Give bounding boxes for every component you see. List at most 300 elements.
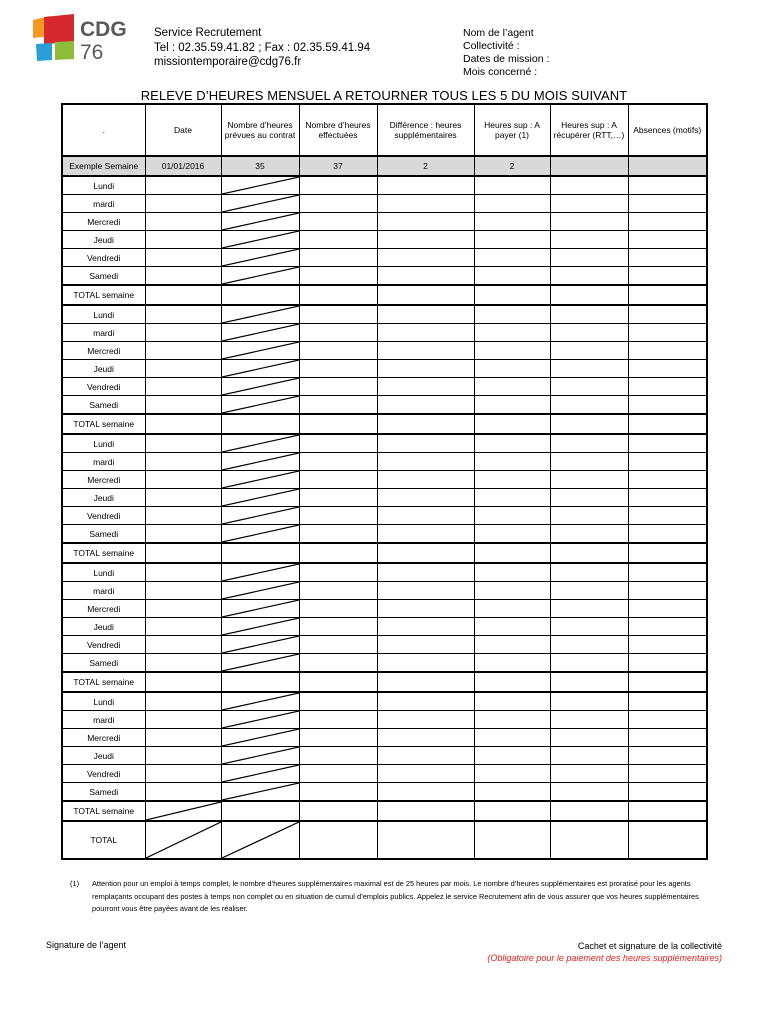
- entry-cell[interactable]: [377, 324, 474, 342]
- planned-hours-cell[interactable]: [221, 231, 299, 249]
- entry-cell[interactable]: [377, 711, 474, 729]
- entry-cell[interactable]: [145, 582, 221, 600]
- total-week-cell[interactable]: [221, 543, 299, 563]
- entry-cell[interactable]: [628, 231, 707, 249]
- entry-cell[interactable]: [299, 765, 377, 783]
- total-week-cell[interactable]: [474, 285, 550, 305]
- entry-cell[interactable]: [474, 249, 550, 267]
- entry-cell[interactable]: [377, 195, 474, 213]
- planned-hours-cell[interactable]: [221, 600, 299, 618]
- entry-cell[interactable]: [474, 342, 550, 360]
- planned-hours-cell[interactable]: [221, 396, 299, 415]
- entry-cell[interactable]: [474, 305, 550, 324]
- entry-cell[interactable]: [550, 249, 628, 267]
- entry-cell[interactable]: [299, 618, 377, 636]
- entry-cell[interactable]: [299, 525, 377, 544]
- total-week-cell[interactable]: [474, 414, 550, 434]
- entry-cell[interactable]: [474, 765, 550, 783]
- entry-cell[interactable]: [628, 249, 707, 267]
- day-label: Lundi: [62, 176, 145, 195]
- total-week-row: [62, 414, 707, 434]
- entry-cell[interactable]: [474, 471, 550, 489]
- entry-cell[interactable]: [474, 396, 550, 415]
- planned-hours-cell[interactable]: [221, 434, 299, 453]
- entry-cell[interactable]: [299, 471, 377, 489]
- total-week-cell[interactable]: [221, 285, 299, 305]
- day-label: Vendredi: [62, 249, 145, 267]
- planned-hours-cell[interactable]: [221, 563, 299, 582]
- entry-cell[interactable]: [145, 471, 221, 489]
- planned-hours-cell[interactable]: [221, 783, 299, 802]
- entry-cell[interactable]: [550, 176, 628, 195]
- col-header-planned-hours: Nombre d’heures prévues au contrat: [221, 104, 299, 156]
- total-week-row: [62, 672, 707, 692]
- total-week-cell[interactable]: [628, 414, 707, 434]
- total-cell[interactable]: [628, 821, 707, 859]
- planned-hours-cell[interactable]: [221, 729, 299, 747]
- total-week-cell[interactable]: [221, 414, 299, 434]
- entry-cell[interactable]: [299, 600, 377, 618]
- entry-cell[interactable]: [474, 267, 550, 286]
- entry-cell[interactable]: [377, 249, 474, 267]
- entry-cell[interactable]: [377, 654, 474, 673]
- entry-cell[interactable]: [550, 342, 628, 360]
- entry-cell[interactable]: [550, 692, 628, 711]
- day-label: mardi: [62, 711, 145, 729]
- total-week-date-cell[interactable]: [145, 801, 221, 821]
- day-row: [62, 783, 707, 802]
- planned-hours-cell[interactable]: [221, 654, 299, 673]
- entry-cell[interactable]: [145, 692, 221, 711]
- entry-cell[interactable]: [299, 729, 377, 747]
- total-week-row: [62, 285, 707, 305]
- entry-cell[interactable]: [377, 765, 474, 783]
- entry-cell[interactable]: [145, 176, 221, 195]
- entry-cell[interactable]: [377, 618, 474, 636]
- day-row: [62, 231, 707, 249]
- total-week-cell[interactable]: [474, 543, 550, 563]
- entry-cell[interactable]: [628, 507, 707, 525]
- day-label: Jeudi: [62, 489, 145, 507]
- entry-cell[interactable]: [474, 453, 550, 471]
- day-label: Mercredi: [62, 342, 145, 360]
- planned-hours-cell[interactable]: [221, 342, 299, 360]
- entry-cell[interactable]: [145, 654, 221, 673]
- entry-cell[interactable]: [628, 324, 707, 342]
- entry-cell[interactable]: [550, 489, 628, 507]
- entry-cell[interactable]: [299, 453, 377, 471]
- total-week-cell[interactable]: [474, 801, 550, 821]
- example-cell-label: Exemple Semaine: [62, 156, 145, 176]
- day-row: [62, 618, 707, 636]
- planned-hours-cell[interactable]: [221, 471, 299, 489]
- entry-cell[interactable]: [550, 563, 628, 582]
- entry-cell[interactable]: [550, 783, 628, 802]
- entry-cell[interactable]: [377, 600, 474, 618]
- total-week-cell[interactable]: [299, 672, 377, 692]
- entry-cell[interactable]: [377, 692, 474, 711]
- day-row: [62, 453, 707, 471]
- entry-cell[interactable]: [550, 711, 628, 729]
- day-label: Vendredi: [62, 378, 145, 396]
- total-week-cell[interactable]: [628, 672, 707, 692]
- entry-cell[interactable]: [145, 213, 221, 231]
- entry-cell[interactable]: [299, 324, 377, 342]
- total-week-row: [62, 543, 707, 563]
- entry-cell[interactable]: [628, 563, 707, 582]
- entry-cell[interactable]: [550, 471, 628, 489]
- total-crossed-cell[interactable]: [145, 821, 221, 859]
- entry-cell[interactable]: [145, 489, 221, 507]
- entry-cell[interactable]: [299, 378, 377, 396]
- entry-cell[interactable]: [145, 231, 221, 249]
- entry-cell[interactable]: [377, 342, 474, 360]
- entry-cell[interactable]: [377, 783, 474, 802]
- total-week-label: TOTAL semaine: [62, 672, 145, 692]
- day-label: Samedi: [62, 267, 145, 286]
- total-week-cell[interactable]: [377, 801, 474, 821]
- entry-cell[interactable]: [299, 692, 377, 711]
- planned-hours-cell[interactable]: [221, 249, 299, 267]
- entry-cell[interactable]: [550, 618, 628, 636]
- entry-cell[interactable]: [474, 213, 550, 231]
- entry-cell[interactable]: [145, 267, 221, 286]
- entry-cell[interactable]: [299, 711, 377, 729]
- entry-cell[interactable]: [377, 176, 474, 195]
- entry-cell[interactable]: [474, 783, 550, 802]
- entry-cell[interactable]: [628, 765, 707, 783]
- entry-cell[interactable]: [299, 249, 377, 267]
- day-label: Samedi: [62, 396, 145, 415]
- entry-cell[interactable]: [628, 692, 707, 711]
- entry-cell[interactable]: [474, 525, 550, 544]
- entry-cell[interactable]: [628, 636, 707, 654]
- total-week-cell[interactable]: [145, 543, 221, 563]
- entry-cell[interactable]: [628, 654, 707, 673]
- total-week-cell[interactable]: [221, 801, 299, 821]
- day-row: [62, 489, 707, 507]
- col-header-0: .: [62, 104, 145, 156]
- total-week-cell[interactable]: [377, 543, 474, 563]
- entry-cell[interactable]: [377, 729, 474, 747]
- entry-cell[interactable]: [377, 507, 474, 525]
- entry-cell[interactable]: [377, 267, 474, 286]
- entry-cell[interactable]: [474, 563, 550, 582]
- entry-cell[interactable]: [145, 711, 221, 729]
- entry-cell[interactable]: [377, 378, 474, 396]
- planned-hours-cell[interactable]: [221, 489, 299, 507]
- day-label: Samedi: [62, 654, 145, 673]
- entry-cell[interactable]: [474, 654, 550, 673]
- total-week-label: TOTAL semaine: [62, 543, 145, 563]
- total-week-cell[interactable]: [377, 672, 474, 692]
- planned-hours-cell[interactable]: [221, 692, 299, 711]
- entry-cell[interactable]: [628, 729, 707, 747]
- entry-cell[interactable]: [628, 618, 707, 636]
- planned-hours-cell[interactable]: [221, 176, 299, 195]
- entry-cell[interactable]: [145, 783, 221, 802]
- entry-cell[interactable]: [628, 471, 707, 489]
- total-week-cell[interactable]: [550, 801, 628, 821]
- total-week-cell[interactable]: [377, 285, 474, 305]
- planned-hours-cell[interactable]: [221, 711, 299, 729]
- day-label: Lundi: [62, 692, 145, 711]
- day-row: [62, 692, 707, 711]
- planned-hours-cell[interactable]: [221, 765, 299, 783]
- entry-cell[interactable]: [628, 360, 707, 378]
- total-week-cell[interactable]: [550, 672, 628, 692]
- entry-cell[interactable]: [299, 434, 377, 453]
- entry-cell[interactable]: [550, 324, 628, 342]
- entry-cell[interactable]: [145, 360, 221, 378]
- entry-cell[interactable]: [145, 434, 221, 453]
- planned-hours-cell[interactable]: [221, 378, 299, 396]
- entry-cell[interactable]: [145, 453, 221, 471]
- total-week-cell[interactable]: [628, 543, 707, 563]
- entry-cell[interactable]: [299, 489, 377, 507]
- planned-hours-cell[interactable]: [221, 582, 299, 600]
- total-cell[interactable]: [474, 821, 550, 859]
- entry-cell[interactable]: [145, 618, 221, 636]
- table-header-row: [62, 104, 707, 156]
- entry-cell[interactable]: [145, 305, 221, 324]
- phone-fax: Tel : 02.35.59.41.82 ; Fax : 02.35.59.41.94: [154, 41, 371, 54]
- entry-cell[interactable]: [474, 434, 550, 453]
- entry-cell[interactable]: [377, 231, 474, 249]
- day-label: Lundi: [62, 305, 145, 324]
- entry-cell[interactable]: [145, 324, 221, 342]
- example-cell-planned: 35: [221, 156, 299, 176]
- entry-cell[interactable]: [550, 453, 628, 471]
- total-cell[interactable]: [299, 821, 377, 859]
- entry-cell[interactable]: [474, 582, 550, 600]
- entry-cell[interactable]: [550, 525, 628, 544]
- entry-cell[interactable]: [299, 582, 377, 600]
- entry-cell[interactable]: [628, 213, 707, 231]
- total-week-cell[interactable]: [145, 414, 221, 434]
- total-week-cell[interactable]: [377, 414, 474, 434]
- entry-cell[interactable]: [145, 396, 221, 415]
- entry-cell[interactable]: [550, 747, 628, 765]
- entry-cell[interactable]: [299, 176, 377, 195]
- planned-hours-cell[interactable]: [221, 525, 299, 544]
- entry-cell[interactable]: [474, 360, 550, 378]
- entry-cell[interactable]: [299, 654, 377, 673]
- entry-cell[interactable]: [550, 582, 628, 600]
- entry-cell[interactable]: [145, 507, 221, 525]
- total-week-cell[interactable]: [474, 672, 550, 692]
- entry-cell[interactable]: [550, 654, 628, 673]
- total-week-cell[interactable]: [299, 801, 377, 821]
- entry-cell[interactable]: [550, 305, 628, 324]
- entry-cell[interactable]: [474, 729, 550, 747]
- entry-cell[interactable]: [628, 342, 707, 360]
- total-week-cell[interactable]: [550, 414, 628, 434]
- entry-cell[interactable]: [628, 525, 707, 544]
- mandatory-note: (Obligatoire pour le paiement des heures supplémentaires): [487, 953, 722, 963]
- entry-cell[interactable]: [628, 711, 707, 729]
- total-week-cell[interactable]: [145, 672, 221, 692]
- entry-cell[interactable]: [550, 434, 628, 453]
- total-week-cell[interactable]: [145, 285, 221, 305]
- entry-cell[interactable]: [145, 600, 221, 618]
- example-cell-absences: [628, 156, 707, 176]
- service-contact-block: [154, 26, 370, 70]
- planned-hours-cell[interactable]: [221, 453, 299, 471]
- total-week-cell[interactable]: [221, 672, 299, 692]
- entry-cell[interactable]: [299, 563, 377, 582]
- entry-cell[interactable]: [550, 213, 628, 231]
- entry-cell[interactable]: [550, 195, 628, 213]
- entry-cell[interactable]: [377, 747, 474, 765]
- entry-cell[interactable]: [299, 195, 377, 213]
- entry-cell[interactable]: [550, 267, 628, 286]
- entry-cell[interactable]: [628, 434, 707, 453]
- planned-hours-cell[interactable]: [221, 195, 299, 213]
- total-week-cell[interactable]: [299, 285, 377, 305]
- entry-cell[interactable]: [377, 525, 474, 544]
- day-row: [62, 563, 707, 582]
- entry-cell[interactable]: [145, 747, 221, 765]
- planned-hours-cell[interactable]: [221, 618, 299, 636]
- entry-cell[interactable]: [377, 582, 474, 600]
- entry-cell[interactable]: [628, 582, 707, 600]
- example-cell-date: 01/01/2016: [145, 156, 221, 176]
- planned-hours-cell[interactable]: [221, 267, 299, 286]
- entry-cell[interactable]: [377, 396, 474, 415]
- total-crossed-cell[interactable]: [221, 821, 299, 859]
- day-label: Mercredi: [62, 600, 145, 618]
- entry-cell[interactable]: [299, 360, 377, 378]
- entry-cell[interactable]: [474, 489, 550, 507]
- entry-cell[interactable]: [377, 563, 474, 582]
- entry-cell[interactable]: [145, 563, 221, 582]
- logo-text-top: CDG: [80, 18, 127, 41]
- entry-cell[interactable]: [299, 213, 377, 231]
- entry-cell[interactable]: [550, 600, 628, 618]
- entry-cell[interactable]: [474, 711, 550, 729]
- entry-cell[interactable]: [145, 765, 221, 783]
- total-week-cell[interactable]: [550, 543, 628, 563]
- entry-cell[interactable]: [628, 489, 707, 507]
- entry-cell[interactable]: [377, 636, 474, 654]
- planned-hours-cell[interactable]: [221, 305, 299, 324]
- planned-hours-cell[interactable]: [221, 507, 299, 525]
- planned-hours-cell[interactable]: [221, 324, 299, 342]
- entry-cell[interactable]: [474, 636, 550, 654]
- entry-cell[interactable]: [628, 783, 707, 802]
- day-row: [62, 267, 707, 286]
- day-row: [62, 213, 707, 231]
- entry-cell[interactable]: [550, 378, 628, 396]
- entry-cell[interactable]: [474, 692, 550, 711]
- entry-cell[interactable]: [145, 636, 221, 654]
- entry-cell[interactable]: [628, 378, 707, 396]
- entry-cell[interactable]: [550, 231, 628, 249]
- entry-cell[interactable]: [550, 765, 628, 783]
- entry-cell[interactable]: [550, 507, 628, 525]
- total-week-cell[interactable]: [628, 801, 707, 821]
- entry-cell[interactable]: [299, 267, 377, 286]
- col-header-worked-hours: Nombre d’heures effectuées: [299, 104, 377, 156]
- entry-cell[interactable]: [474, 600, 550, 618]
- entry-cell[interactable]: [145, 342, 221, 360]
- entry-cell[interactable]: [299, 305, 377, 324]
- entry-cell[interactable]: [550, 360, 628, 378]
- entry-cell[interactable]: [628, 453, 707, 471]
- day-label: Samedi: [62, 783, 145, 802]
- entry-cell[interactable]: [377, 360, 474, 378]
- entry-cell[interactable]: [377, 434, 474, 453]
- entry-cell[interactable]: [299, 783, 377, 802]
- planned-hours-cell[interactable]: [221, 360, 299, 378]
- total-week-cell[interactable]: [299, 414, 377, 434]
- planned-hours-cell[interactable]: [221, 636, 299, 654]
- entry-cell[interactable]: [474, 747, 550, 765]
- entry-cell[interactable]: [377, 213, 474, 231]
- entry-cell[interactable]: [299, 747, 377, 765]
- entry-cell[interactable]: [550, 729, 628, 747]
- entry-cell[interactable]: [550, 636, 628, 654]
- day-row: [62, 636, 707, 654]
- day-row: [62, 378, 707, 396]
- entry-cell[interactable]: [628, 600, 707, 618]
- day-row: [62, 360, 707, 378]
- total-cell[interactable]: [550, 821, 628, 859]
- total-week-cell[interactable]: [550, 285, 628, 305]
- entry-cell[interactable]: [377, 471, 474, 489]
- entry-cell[interactable]: [299, 342, 377, 360]
- day-row: [62, 729, 707, 747]
- entry-cell[interactable]: [145, 525, 221, 544]
- entry-cell[interactable]: [145, 249, 221, 267]
- entry-cell[interactable]: [474, 231, 550, 249]
- entry-cell[interactable]: [377, 305, 474, 324]
- entry-cell[interactable]: [474, 507, 550, 525]
- entry-cell[interactable]: [299, 231, 377, 249]
- entry-cell[interactable]: [628, 396, 707, 415]
- entry-cell[interactable]: [628, 195, 707, 213]
- total-cell[interactable]: [377, 821, 474, 859]
- entry-cell[interactable]: [299, 636, 377, 654]
- day-row: [62, 434, 707, 453]
- entry-cell[interactable]: [628, 267, 707, 286]
- document-title: RELEVE D’HEURES MENSUEL A RETOURNER TOUS LES 5 DU MOIS SUIVANT: [140, 88, 628, 103]
- entry-cell[interactable]: [145, 195, 221, 213]
- entry-cell[interactable]: [628, 305, 707, 324]
- entry-cell[interactable]: [377, 489, 474, 507]
- entry-cell[interactable]: [628, 176, 707, 195]
- entry-cell[interactable]: [474, 618, 550, 636]
- entry-cell[interactable]: [474, 195, 550, 213]
- entry-cell[interactable]: [474, 378, 550, 396]
- planned-hours-cell[interactable]: [221, 213, 299, 231]
- day-label: Lundi: [62, 434, 145, 453]
- entry-cell[interactable]: [377, 453, 474, 471]
- entry-cell[interactable]: [474, 176, 550, 195]
- total-week-cell[interactable]: [628, 285, 707, 305]
- entry-cell[interactable]: [145, 378, 221, 396]
- entry-cell[interactable]: [145, 729, 221, 747]
- entry-cell[interactable]: [299, 396, 377, 415]
- total-week-cell[interactable]: [299, 543, 377, 563]
- entry-cell[interactable]: [550, 396, 628, 415]
- entry-cell[interactable]: [299, 507, 377, 525]
- entry-cell[interactable]: [474, 324, 550, 342]
- planned-hours-cell[interactable]: [221, 747, 299, 765]
- day-row: [62, 582, 707, 600]
- entry-cell[interactable]: [628, 747, 707, 765]
